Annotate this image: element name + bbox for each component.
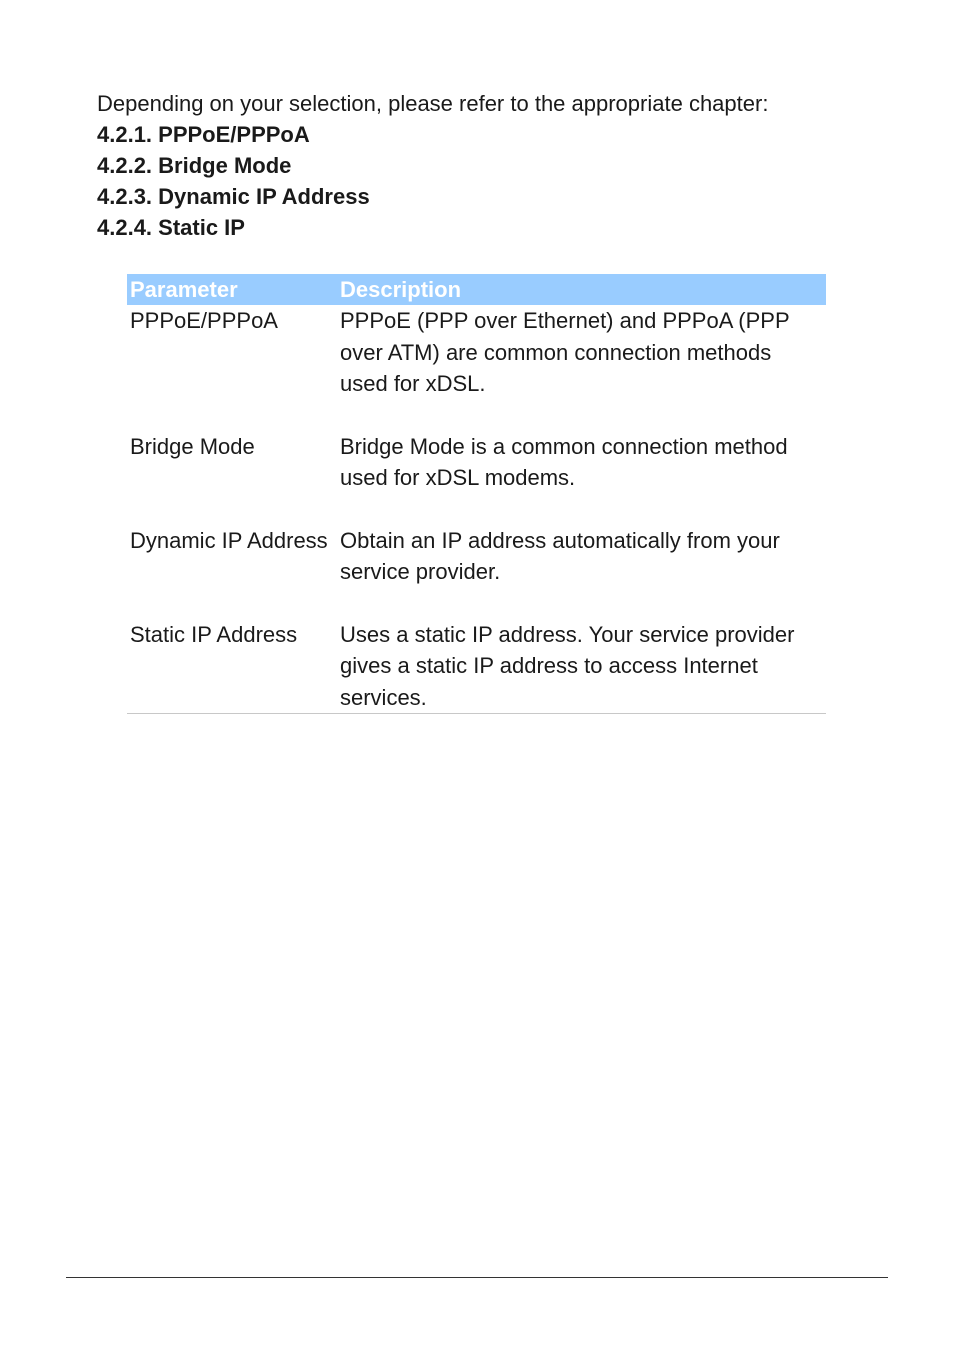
section-list xyxy=(97,119,370,243)
section-link-pppoe-pppoa: 4.2.1. PPPoE/PPPoA xyxy=(97,122,310,147)
footer-divider xyxy=(66,1277,888,1278)
intro-text: Depending on your selection, please refer to the appropriate chapter: xyxy=(97,91,769,116)
table-header-row xyxy=(127,274,826,305)
section-link-bridge-mode: 4.2.2. Bridge Mode xyxy=(97,153,292,178)
description-cell: PPPoE (PPP over Ethernet) and PPPoA (PPP over ATM) are common connection methods used for xDSL. xyxy=(340,308,790,396)
description-cell: Uses a static IP address. Your service provider gives a static IP address to access Internet services. xyxy=(340,621,795,710)
table-row xyxy=(127,525,826,619)
parameter-cell: PPPoE/PPPoA xyxy=(130,308,278,333)
table-row xyxy=(127,431,826,525)
table-row xyxy=(127,305,826,431)
parameter-cell: Static IP Address xyxy=(130,621,298,647)
description-cell: Obtain an IP address automatically from your service provider. xyxy=(340,527,780,584)
section-link-dynamic-ip: 4.2.3. Dynamic IP Address xyxy=(97,184,370,209)
parameter-cell: Dynamic IP Address xyxy=(130,527,328,553)
parameter-table xyxy=(127,274,826,714)
header-parameter: Parameter xyxy=(127,274,337,305)
section-link-static-ip: 4.2.4. Static IP xyxy=(97,215,245,240)
description-cell: Bridge Mode is a common connection method used for xDSL modems. xyxy=(340,433,788,490)
parameter-cell: Bridge Mode xyxy=(130,433,255,459)
header-description: Description xyxy=(337,274,826,305)
table-row xyxy=(127,619,826,714)
